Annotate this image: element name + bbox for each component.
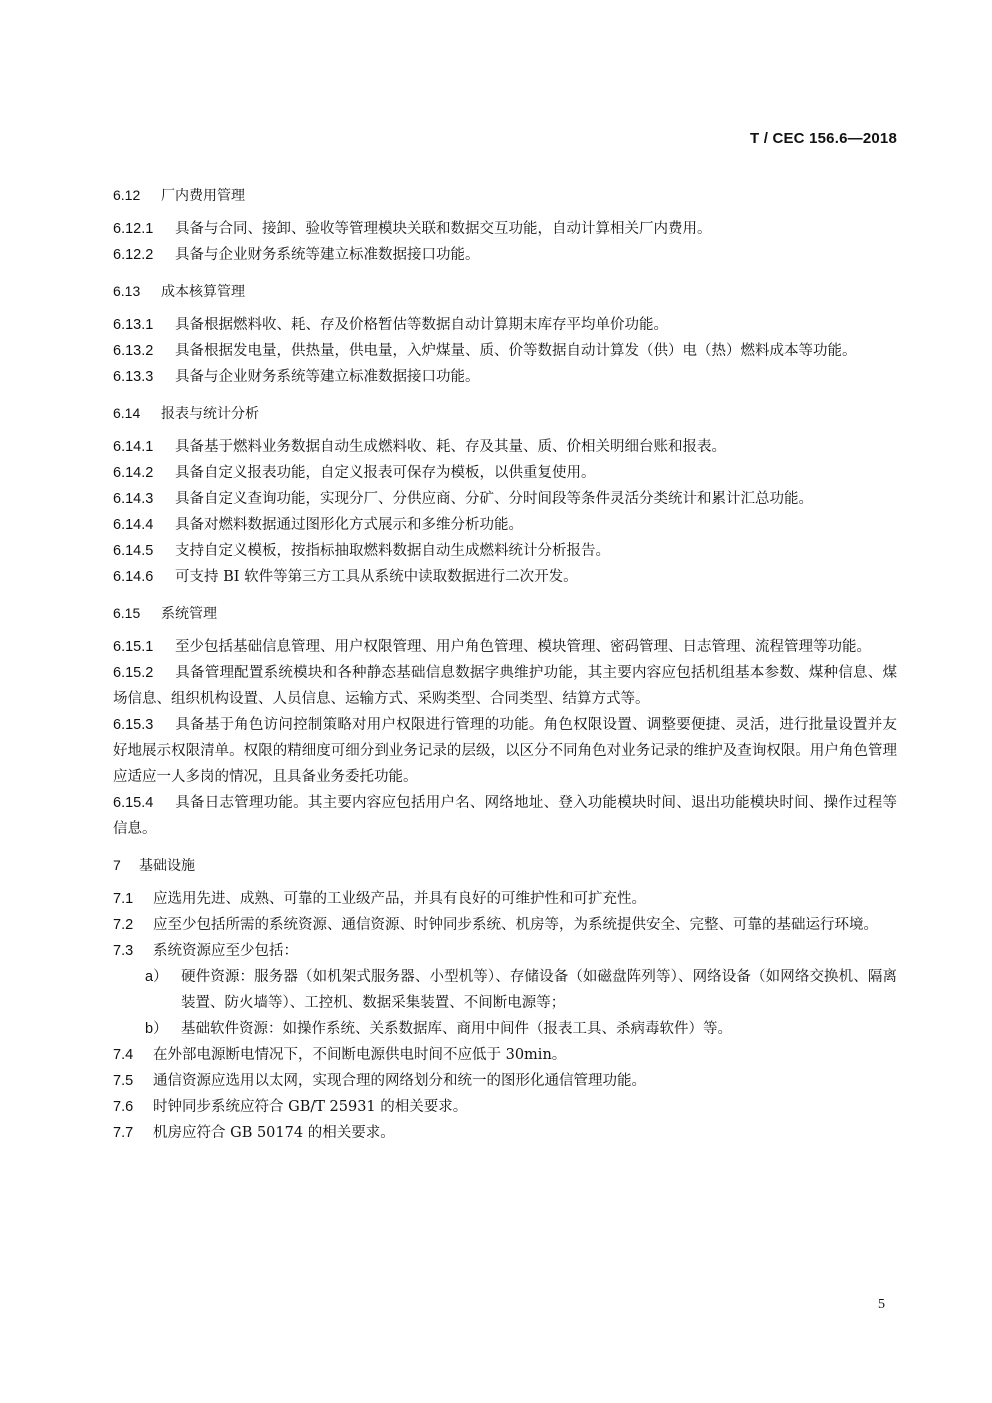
clause-text: 具备对燃料数据通过图形化方式展示和多维分析功能。 [175,517,523,533]
clause-text: 具备与企业财务系统等建立标准数据接口功能。 [175,247,480,263]
section-number: 6.15 [113,605,141,621]
section-title: 成本核算管理 [161,284,245,300]
clause-number: 7.3 [113,943,134,959]
clause-number: 6.14.6 [113,569,154,585]
clause-text: 具备自定义查询功能，实现分厂、分供应商、分矿、分时间段等条件灵活分类统计和累计汇总功能。 [175,491,813,507]
clause-6-13-3 [113,364,897,390]
clause-6-14-3 [113,486,897,512]
clause-number: 6.14.2 [113,465,154,481]
clause-text: 具备自定义报表功能，自定义报表可保存为模板，以供重复使用。 [175,465,596,481]
clause-number: 6.14.5 [113,543,154,559]
clause-6-15-1 [113,634,897,660]
clause-text: 系统资源应至少包括： [153,943,298,959]
clause-text: 支持自定义模板，按指标抽取燃料数据自动生成燃料统计分析报告。 [175,543,610,559]
clause-text: 通信资源应选用以太网，实现合理的网络划分和统一的图形化通信管理功能。 [153,1073,646,1089]
clause-number: 6.14.4 [113,517,154,533]
section-heading-6-15 [113,600,897,626]
clause-number: 6.14.3 [113,491,154,507]
section-title: 厂内费用管理 [161,188,245,204]
clause-text: 至少包括基础信息管理、用户权限管理、用户角色管理、模块管理、密码管理、日志管理、流程管理等功能。 [175,639,871,655]
clause-text: 时钟同步系统应符合 GB/T 25931 的相关要求。 [153,1099,468,1115]
clause-6-14-6 [113,564,897,590]
list-text: 硬件资源：服务器（如机架式服务器、小型机等）、存储设备（如磁盘阵列等）、网络设备（如网络交换机、隔离装置、防火墙等）、工控机、数据采集装置、不间断电源等； [181,969,897,1011]
clause-number: 6.13.1 [113,317,154,333]
clause-6-15-3 [113,712,897,790]
section-number: 7 [113,857,121,873]
clause-text: 具备基于角色访问控制策略对用户权限进行管理的功能。角色权限设置、调整要便捷、灵活，进行批量设置并友好地展示权限清单。权限的精细度可细分到业务记录的层级，以区分不同角色对业务记录的维护及查询权限。用户角色管理应适应一人多岗的情况，且具备业务委托功能。 [113,717,897,785]
page-number: 5 [878,1297,885,1312]
clause-6-13-1 [113,312,897,338]
page-content [113,178,897,1146]
clause-number: 6.15.2 [113,665,154,681]
document-code: T / CEC 156.6—2018 [749,130,897,147]
clause-7-6 [113,1094,897,1120]
clause-number: 7.1 [113,891,134,907]
clause-number: 6.15.4 [113,795,154,811]
clause-7-2 [113,912,897,938]
section-heading-7 [113,852,897,878]
clause-text: 具备根据燃料收、耗、存及价格暂估等数据自动计算期末库存平均单价功能。 [175,317,668,333]
clause-7-3 [113,938,897,964]
clause-6-14-2 [113,460,897,486]
clause-text: 具备基于燃料业务数据自动生成燃料收、耗、存及其量、质、价相关明细台账和报表。 [175,439,726,455]
clause-number: 6.12.1 [113,221,154,237]
clause-7-4 [113,1042,897,1068]
clause-7-1 [113,886,897,912]
clause-7-5 [113,1068,897,1094]
clause-6-15-2 [113,660,897,712]
clause-text: 应选用先进、成熟、可靠的工业级产品，并具有良好的可维护性和可扩充性。 [153,891,646,907]
clause-number: 6.15.1 [113,639,154,655]
list-item-b [113,1016,897,1042]
clause-number: 6.13.2 [113,343,154,359]
section-number: 6.12 [113,187,141,203]
clause-6-12-2 [113,242,897,268]
clause-number: 6.14.1 [113,439,154,455]
section-number: 6.13 [113,283,141,299]
clause-number: 6.15.3 [113,717,154,733]
clause-text: 具备日志管理功能。其主要内容应包括用户名、网络地址、登入功能模块时间、退出功能模块时间、操作过程等信息。 [113,795,897,837]
section-heading-6-13 [113,278,897,304]
clause-number: 7.5 [113,1073,134,1089]
section-number: 6.14 [113,405,141,421]
section-heading-6-14 [113,400,897,426]
list-item-a [113,964,897,1016]
clause-6-14-1 [113,434,897,460]
list-marker: a） [145,969,168,985]
clause-number: 7.4 [113,1047,134,1063]
list-text: 基础软件资源：如操作系统、关系数据库、商用中间件（报表工具、杀病毒软件）等。 [181,1021,732,1037]
clause-text: 应至少包括所需的系统资源、通信资源、时钟同步系统、机房等，为系统提供安全、完整、可靠的基础运行环境。 [153,917,878,933]
clause-number: 6.13.3 [113,369,154,385]
clause-text: 机房应符合 GB 50174 的相关要求。 [153,1125,395,1141]
clause-6-13-2 [113,338,897,364]
clause-text: 具备根据发电量，供热量，供电量，入炉煤量、质、价等数据自动计算发（供）电（热）燃料成本等功能。 [175,343,857,359]
section-heading-6-12 [113,182,897,208]
clause-6-14-4 [113,512,897,538]
clause-6-12-1 [113,216,897,242]
section-title: 报表与统计分析 [161,406,259,422]
clause-text: 具备与企业财务系统等建立标准数据接口功能。 [175,369,480,385]
clause-number: 7.7 [113,1125,134,1141]
clause-6-15-4 [113,790,897,842]
clause-6-14-5 [113,538,897,564]
section-title: 基础设施 [139,858,195,874]
clause-7-7 [113,1120,897,1146]
clause-number: 6.12.2 [113,247,154,263]
clause-text: 可支持 BI 软件等第三方工具从系统中读取数据进行二次开发。 [175,569,578,585]
clause-number: 7.6 [113,1099,134,1115]
clause-text: 在外部电源断电情况下，不间断电源供电时间不应低于 30min。 [153,1047,567,1063]
clause-text: 具备管理配置系统模块和各种静态基础信息数据字典维护功能，其主要内容应包括机组基本参数、煤种信息、煤场信息、组织机构设置、人员信息、运输方式、采购类型、合同类型、结算方式等。 [113,665,897,707]
list-marker: b） [145,1021,168,1037]
section-title: 系统管理 [161,606,217,622]
clause-number: 7.2 [113,917,134,933]
clause-text: 具备与合同、接卸、验收等管理模块关联和数据交互功能，自动计算相关厂内费用。 [175,221,712,237]
